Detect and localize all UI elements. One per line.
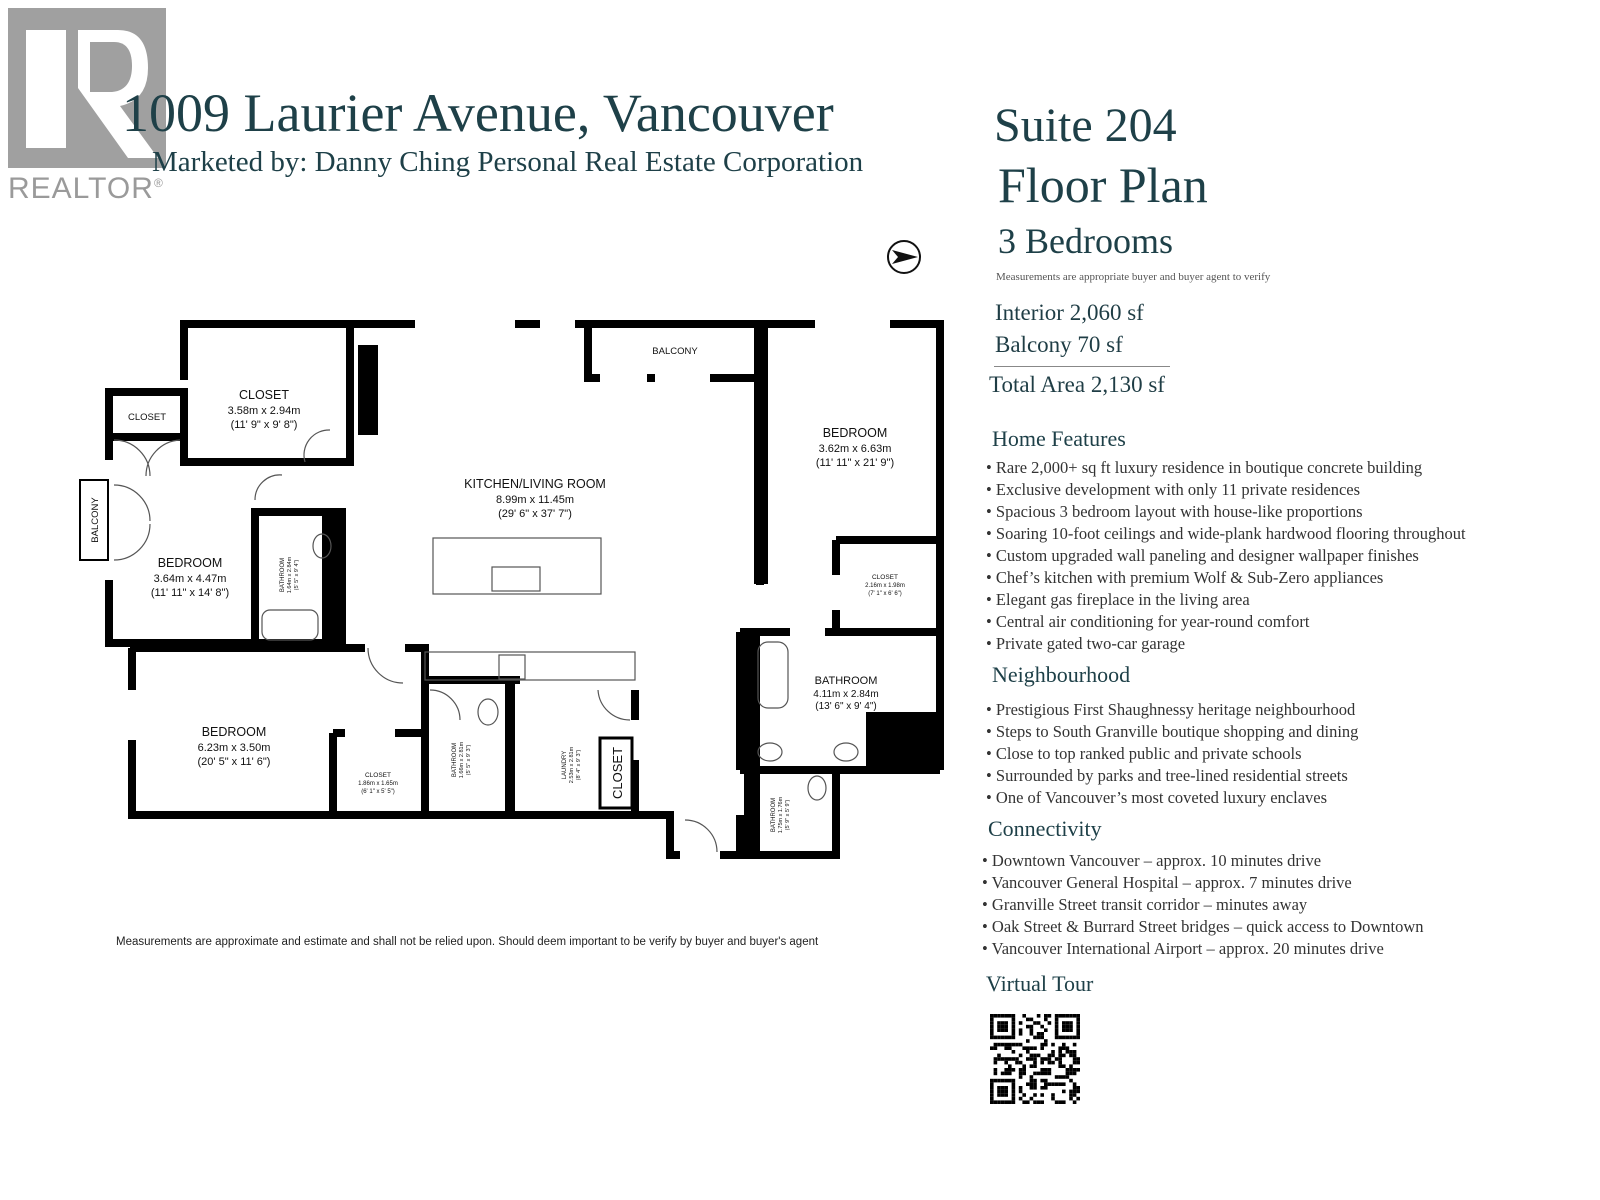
registered-mark: ® [153, 176, 164, 190]
room-metric: 1.75m x 1.76m [778, 796, 784, 834]
neighbourhood-list [986, 699, 1358, 809]
floor-plan-heading: Floor Plan [998, 157, 1208, 213]
total-area: Total Area 2,130 sf [989, 372, 1165, 397]
home-features-heading: Home Features [992, 426, 1126, 451]
list-item: • Steps to South Granville boutique shopping and dining [986, 721, 1358, 743]
interior-area: Interior 2,060 sf [995, 300, 1144, 325]
room-name: BEDROOM [822, 426, 888, 440]
room-metric: 1.86m x 1.65m [358, 781, 398, 787]
realtor-text: REALTOR [8, 172, 154, 205]
bath-small-label [771, 796, 791, 833]
neighbourhood-heading: Neighbourhood [992, 662, 1131, 687]
marketed-by: Marketed by: Danny Ching Personal Real Estate Corporation [152, 146, 864, 178]
list-item: • Elegant gas fireplace in the living area [986, 589, 1466, 611]
room-imperial: (5' 5" x 9' 3") [466, 744, 472, 776]
wall-thick [754, 324, 768, 584]
room-name: CLOSET [364, 772, 392, 779]
room-imperial: (8' 4" x 9' 3") [576, 749, 582, 781]
virtual-tour-heading: Virtual Tour [986, 971, 1094, 996]
room-name: LAUNDRY [562, 750, 568, 780]
list-item: • Surrounded by parks and tree-lined residential streets [986, 765, 1358, 787]
bath-mid-label [452, 741, 472, 778]
list-item: • Vancouver International Airport – approx. 20 minutes drive [982, 938, 1424, 960]
north-arrow-icon [892, 250, 918, 264]
room-name: CLOSET [871, 574, 899, 581]
room-imperial: (7' 1" x 6' 6") [868, 591, 902, 597]
list-item: • Oak Street & Burrard Street bridges – quick access to Downtown [982, 916, 1424, 938]
disclaimer: Measurements are approximate and estimate and shall not be relied upon. Should deem important to be verify by buyer and buyer's agent [116, 936, 819, 948]
room-name: BATHROOM [452, 742, 458, 778]
connectivity-heading: Connectivity [988, 816, 1102, 841]
list-item: • Central air conditioning for year-round comfort [986, 611, 1466, 633]
room-metric: 4.11m x 2.84m [813, 689, 879, 700]
list-item: • Custom upgraded wall paneling and designer wallpaper finishes [986, 545, 1466, 567]
room-metric: 1.64m x 2.84m [287, 556, 293, 594]
connectivity-list [982, 850, 1424, 960]
list-item: • Soaring 10-foot ceilings and wide-plank hardwood flooring throughout [986, 523, 1466, 545]
room-imperial: (11' 11" x 21' 9") [815, 457, 895, 469]
list-item: • Prestigious First Shaughnessy heritage neighbourhood [986, 699, 1358, 721]
fireplace [358, 345, 378, 435]
room-name: BATHROOM [280, 557, 286, 593]
wall-thick [505, 680, 515, 815]
room-imperial: (5' 9" x 5' 9") [785, 799, 791, 831]
list-item: • One of Vancouver’s most coveted luxury enclaves [986, 787, 1358, 809]
list-item: • Spacious 3 bedroom layout with house-like proportions [986, 501, 1466, 523]
room-name: KITCHEN/LIVING ROOM [464, 477, 606, 491]
suite-number: Suite 204 [994, 99, 1177, 152]
room-metric: 2.16m x 1.98m [865, 583, 905, 589]
compass [888, 241, 920, 273]
room-imperial: (20' 5" x 11' 6") [197, 756, 271, 768]
room-imperial: (11' 11" x 14' 8") [150, 587, 230, 599]
list-item: • Rare 2,000+ sq ft luxury residence in boutique concrete building [986, 457, 1466, 479]
list-item: • Close to top ranked public and private schools [986, 743, 1358, 765]
virtual-tour-qr-code[interactable] [990, 1014, 1080, 1104]
room-name: CLOSET [127, 412, 167, 423]
room-name: BEDROOM [201, 725, 267, 739]
walls [109, 324, 940, 855]
room-metric: 6.23m x 3.50m [197, 742, 271, 754]
room-imperial: (13' 6" x 9' 4") [815, 701, 877, 712]
room-name: BEDROOM [157, 556, 223, 570]
room-imperial: (11' 9" x 9' 8") [230, 419, 298, 431]
list-item: • Downtown Vancouver – approx. 10 minutes drive [982, 850, 1424, 872]
shaft [866, 712, 938, 770]
room-name: CLOSET [610, 746, 625, 800]
list-item: • Chef’s kitchen with premium Wolf & Sub-Zero appliances [986, 567, 1466, 589]
floor-plan [0, 0, 1000, 900]
room-metric: 3.62m x 6.63m [818, 443, 892, 455]
room-name: BATHROOM [771, 797, 777, 833]
room-name: BALCONY [90, 497, 101, 543]
room-metric: 3.58m x 2.94m [227, 405, 301, 417]
balcony-area: Balcony 70 sf [995, 332, 1123, 357]
room-imperial: (5' 5" x 9' 4") [294, 559, 300, 591]
bedroom-count: 3 Bedrooms [998, 221, 1173, 261]
measurement-note: Measurements are appropriate buyer and buyer agent to verify [996, 271, 1271, 283]
bath-left-label [280, 556, 300, 593]
wall-thick [322, 512, 344, 647]
list-item: • Exclusive development with only 11 private residences [986, 479, 1466, 501]
room-metric: 1.66m x 2.81m [459, 741, 465, 779]
room-labels [90, 346, 905, 833]
room-imperial: (6' 1" x 5' 5") [361, 789, 395, 795]
room-metric: 2.53m x 2.81m [569, 746, 575, 784]
list-item: • Vancouver General Hospital – approx. 7 minutes drive [982, 872, 1424, 894]
page-title: 1009 Laurier Avenue, Vancouver [122, 83, 834, 143]
room-name: BALCONY [652, 346, 698, 357]
home-features-list [986, 457, 1466, 655]
room-name: CLOSET [238, 388, 290, 402]
list-item: • Granville Street transit corridor – minutes away [982, 894, 1424, 916]
room-name: BATHROOM [814, 675, 878, 687]
room-metric: 8.99m x 11.45m [495, 494, 575, 506]
list-item: • Private gated two-car garage [986, 633, 1466, 655]
room-metric: 3.64m x 4.47m [153, 573, 227, 585]
area-divider [994, 366, 1170, 367]
room-imperial: (29' 6" x 37' 7") [498, 508, 572, 520]
laundry-label [562, 746, 582, 783]
